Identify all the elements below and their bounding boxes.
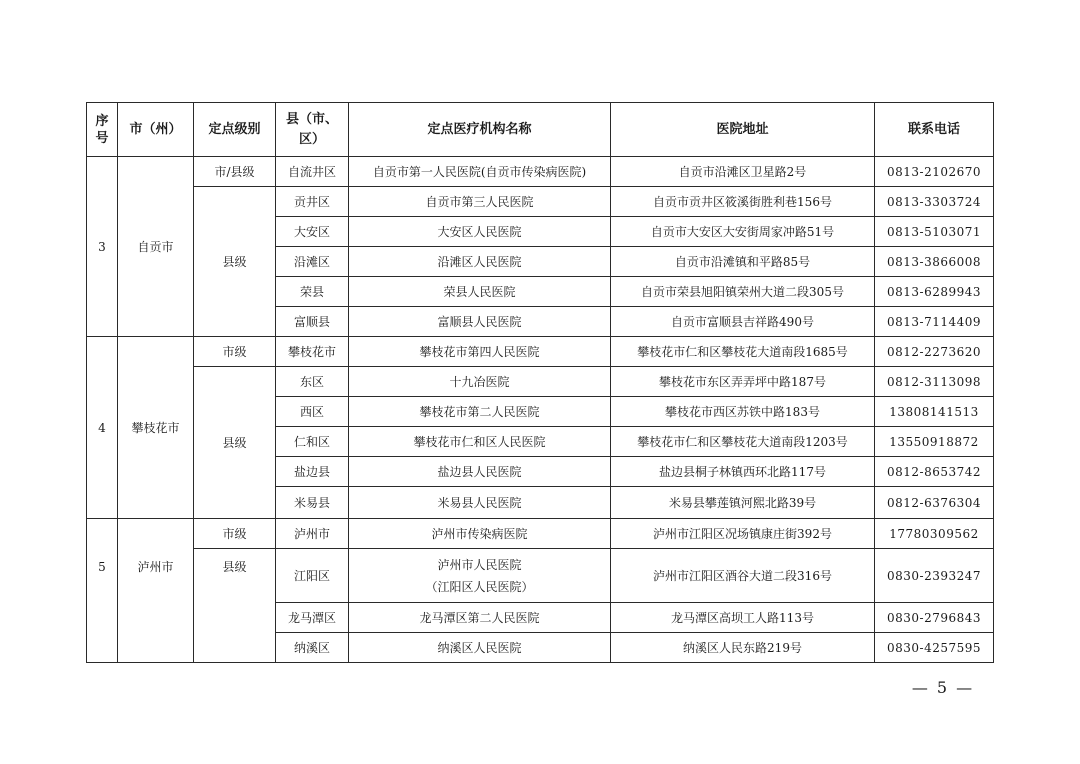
row-county: 自流井区 xyxy=(276,157,349,187)
row-hospital-name: 米易县人民医院 xyxy=(349,487,611,519)
row-seq: 3 xyxy=(87,157,118,337)
row-hospital-name: 纳溪区人民医院 xyxy=(349,633,611,663)
row-county: 米易县 xyxy=(276,487,349,519)
row-hospital-name: 沿滩区人民医院 xyxy=(349,247,611,277)
row-county: 攀枝花市 xyxy=(276,337,349,367)
row-hospital-name: 泸州市传染病医院 xyxy=(349,519,611,549)
row-address: 攀枝花市仁和区攀枝花大道南段1203号 xyxy=(611,427,875,457)
row-phone: 0830-4257595 xyxy=(875,633,994,663)
row-city: 泸州市 xyxy=(118,519,194,663)
row-phone: 0830-2393247 xyxy=(875,549,994,603)
row-phone: 0812-2273620 xyxy=(875,337,994,367)
row-level: 市级 xyxy=(194,519,276,549)
row-hospital-name: 大安区人民医院 xyxy=(349,217,611,247)
row-hospital-name: 攀枝花市第二人民医院 xyxy=(349,397,611,427)
row-address: 泸州市江阳区况场镇康庄街392号 xyxy=(611,519,875,549)
row-hospital-name: 盐边县人民医院 xyxy=(349,457,611,487)
row-address: 纳溪区人民东路219号 xyxy=(611,633,875,663)
row-hospital-name: 荣县人民医院 xyxy=(349,277,611,307)
row-phone: 17780309562 xyxy=(875,519,994,549)
row-phone: 0812-8653742 xyxy=(875,457,994,487)
row-address: 自贡市沿滩镇和平路85号 xyxy=(611,247,875,277)
row-county: 贡井区 xyxy=(276,187,349,217)
row-phone: 13550918872 xyxy=(875,427,994,457)
row-level: 县级 xyxy=(194,549,276,663)
page-number: — 5 — xyxy=(911,678,975,697)
row-hospital-name: 自贡市第一人民医院(自贡市传染病医院) xyxy=(349,157,611,187)
row-hospital-name: 富顺县人民医院 xyxy=(349,307,611,337)
row-seq: 4 xyxy=(87,337,118,519)
row-seq: 5 xyxy=(87,519,118,663)
row-level: 市/县级 xyxy=(194,157,276,187)
row-county: 东区 xyxy=(276,367,349,397)
row-phone: 0812-3113098 xyxy=(875,367,994,397)
row-county: 西区 xyxy=(276,397,349,427)
row-address: 自贡市贡井区筱溪街胜利巷156号 xyxy=(611,187,875,217)
table-row xyxy=(87,549,994,603)
row-county: 富顺县 xyxy=(276,307,349,337)
row-level: 县级 xyxy=(194,367,276,519)
row-county: 龙马潭区 xyxy=(276,603,349,633)
row-phone: 0813-3303724 xyxy=(875,187,994,217)
hospital-name-line1: 泸州市人民医院 xyxy=(437,557,522,572)
row-county: 大安区 xyxy=(276,217,349,247)
row-county: 盐边县 xyxy=(276,457,349,487)
row-hospital-name: 龙马潭区第二人民医院 xyxy=(349,603,611,633)
row-hospital-name: 攀枝花市仁和区人民医院 xyxy=(349,427,611,457)
row-hospital-name: 攀枝花市第四人民医院 xyxy=(349,337,611,367)
row-hospital-name: 自贡市第三人民医院 xyxy=(349,187,611,217)
row-address: 自贡市富顺县吉祥路490号 xyxy=(611,307,875,337)
row-phone: 0813-6289943 xyxy=(875,277,994,307)
row-phone: 0813-2102670 xyxy=(875,157,994,187)
row-phone: 0813-3866008 xyxy=(875,247,994,277)
row-county: 泸州市 xyxy=(276,519,349,549)
row-city: 自贡市 xyxy=(118,157,194,337)
table-row xyxy=(87,157,994,187)
hospital-table xyxy=(86,102,994,663)
row-address: 米易县攀莲镇河熙北路39号 xyxy=(611,487,875,519)
table-row xyxy=(87,187,994,217)
row-address: 攀枝花市西区苏铁中路183号 xyxy=(611,397,875,427)
row-city: 攀枝花市 xyxy=(118,337,194,519)
header-name: 定点医疗机构名称 xyxy=(349,103,611,157)
row-address: 泸州市江阳区酒谷大道二段316号 xyxy=(611,549,875,603)
row-phone: 0830-2796843 xyxy=(875,603,994,633)
row-county: 沿滩区 xyxy=(276,247,349,277)
header-city: 市（州） xyxy=(118,103,194,157)
row-phone: 0813-5103071 xyxy=(875,217,994,247)
row-county: 荣县 xyxy=(276,277,349,307)
header-address: 医院地址 xyxy=(611,103,875,157)
row-county: 仁和区 xyxy=(276,427,349,457)
header-county: 县（市、区） xyxy=(276,103,349,157)
header-phone: 联系电话 xyxy=(875,103,994,157)
row-address: 攀枝花市仁和区攀枝花大道南段1685号 xyxy=(611,337,875,367)
table-row xyxy=(87,367,994,397)
row-phone: 0813-7114409 xyxy=(875,307,994,337)
row-phone: 0812-6376304 xyxy=(875,487,994,519)
row-address: 自贡市沿滩区卫星路2号 xyxy=(611,157,875,187)
table-row xyxy=(87,519,994,549)
header-row xyxy=(87,103,994,157)
hospital-name-line2: （江阳区人民医院） xyxy=(425,579,534,594)
header-level: 定点级别 xyxy=(194,103,276,157)
row-level: 市级 xyxy=(194,337,276,367)
header-seq: 序号 xyxy=(87,103,118,157)
table-row xyxy=(87,337,994,367)
row-address: 自贡市荣县旭阳镇荣州大道二段305号 xyxy=(611,277,875,307)
row-hospital-name: 十九冶医院 xyxy=(349,367,611,397)
row-address: 盐边县桐子林镇西环北路117号 xyxy=(611,457,875,487)
row-county: 江阳区 xyxy=(276,549,349,603)
row-address: 龙马潭区高坝工人路113号 xyxy=(611,603,875,633)
row-county: 纳溪区 xyxy=(276,633,349,663)
row-address: 自贡市大安区大安街周家冲路51号 xyxy=(611,217,875,247)
row-hospital-name xyxy=(349,549,611,603)
row-level: 县级 xyxy=(194,187,276,337)
row-phone: 13808141513 xyxy=(875,397,994,427)
row-address: 攀枝花市东区弄弄坪中路187号 xyxy=(611,367,875,397)
